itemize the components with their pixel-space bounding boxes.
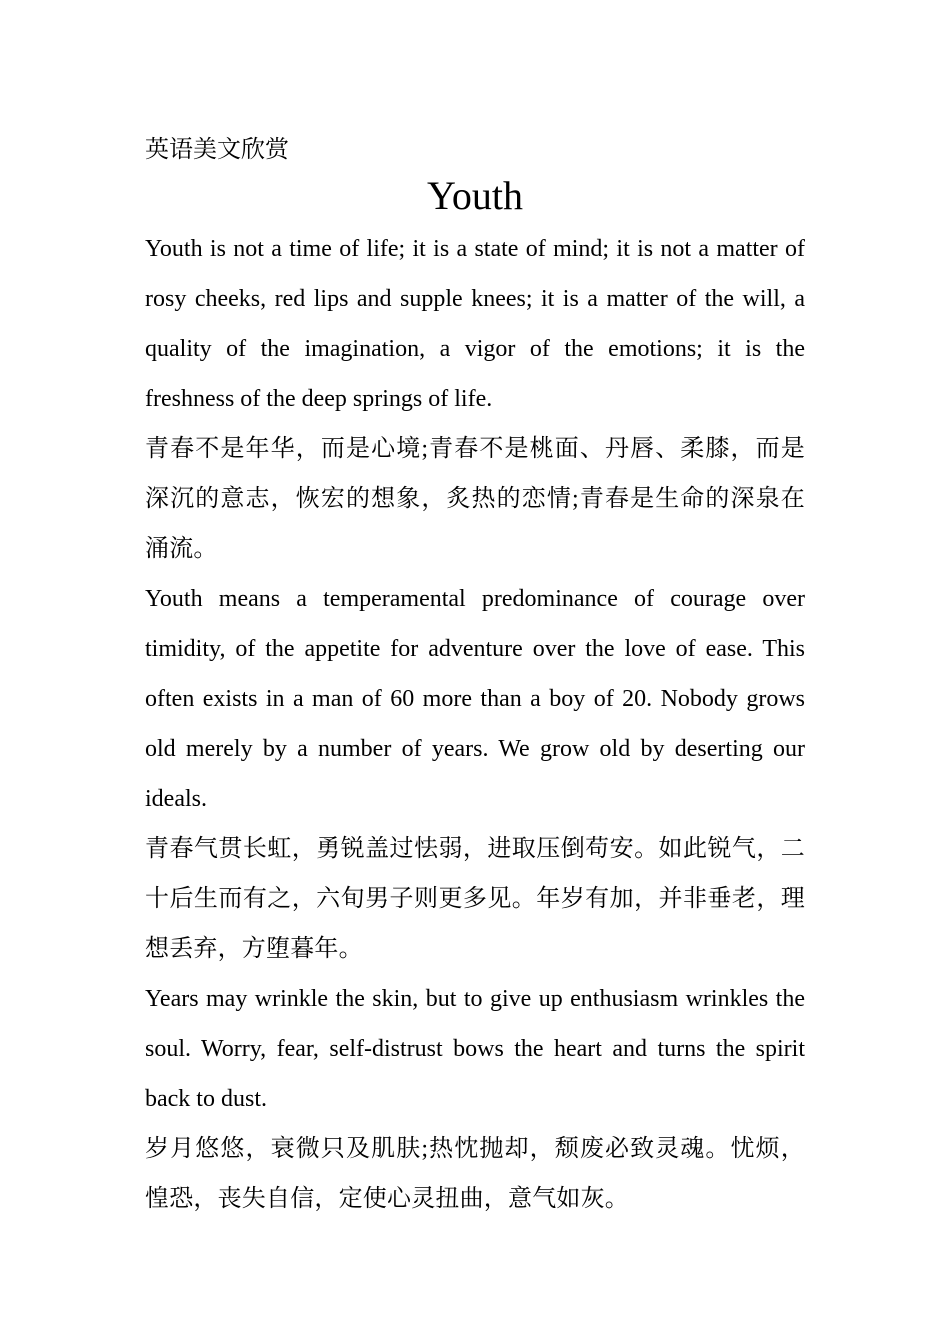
document-header: 英语美文欣赏 [145,137,289,163]
paragraph-cn-1: 青春不是年华，而是心境;青春不是桃面、丹唇、柔膝，而是深沉的意志，恢宏的想象，炙热的恋情;青春是生命的深泉在涌流。 [145,436,805,562]
paragraph-cn-3: 岁月悠悠，衰微只及肌肤;热忱抛却，颓废必致灵魂。忧烦，惶恐，丧失自信，定使心灵扭曲，意气如灰。 [145,1136,805,1212]
paragraph-cn-2: 青春气贯长虹，勇锐盖过怯弱，进取压倒苟安。如此锐气，二十后生而有之，六旬男子则更多见。年岁有加，并非垂老，理想丢弃，方堕暮年。 [145,836,805,962]
document-body [145,130,805,1224]
document-title: Youth [427,173,523,218]
paragraph-en-1: Youth is not a time of life; it is a state of mind; it is not a matter of rosy cheeks, red lips and supple knees; it is a matter of the will, a quality of the imagination, a vigor of the emotions; it is the freshness of the deep springs of life. [145,236,805,412]
paragraph-en-3: Years may wrinkle the skin, but to give up enthusiasm wrinkles the soul. Worry, fear, self-distrust bows the heart and turns the spirit back to dust. [145,986,805,1112]
paragraph-en-2: Youth means a temperamental predominance of courage over timidity, of the appetite for adventure over the love of ease. This often exists in a man of 60 more than a boy of 20. Nobody grows old merely by a number of years. We grow old by deserting our ideals. [145,586,805,812]
